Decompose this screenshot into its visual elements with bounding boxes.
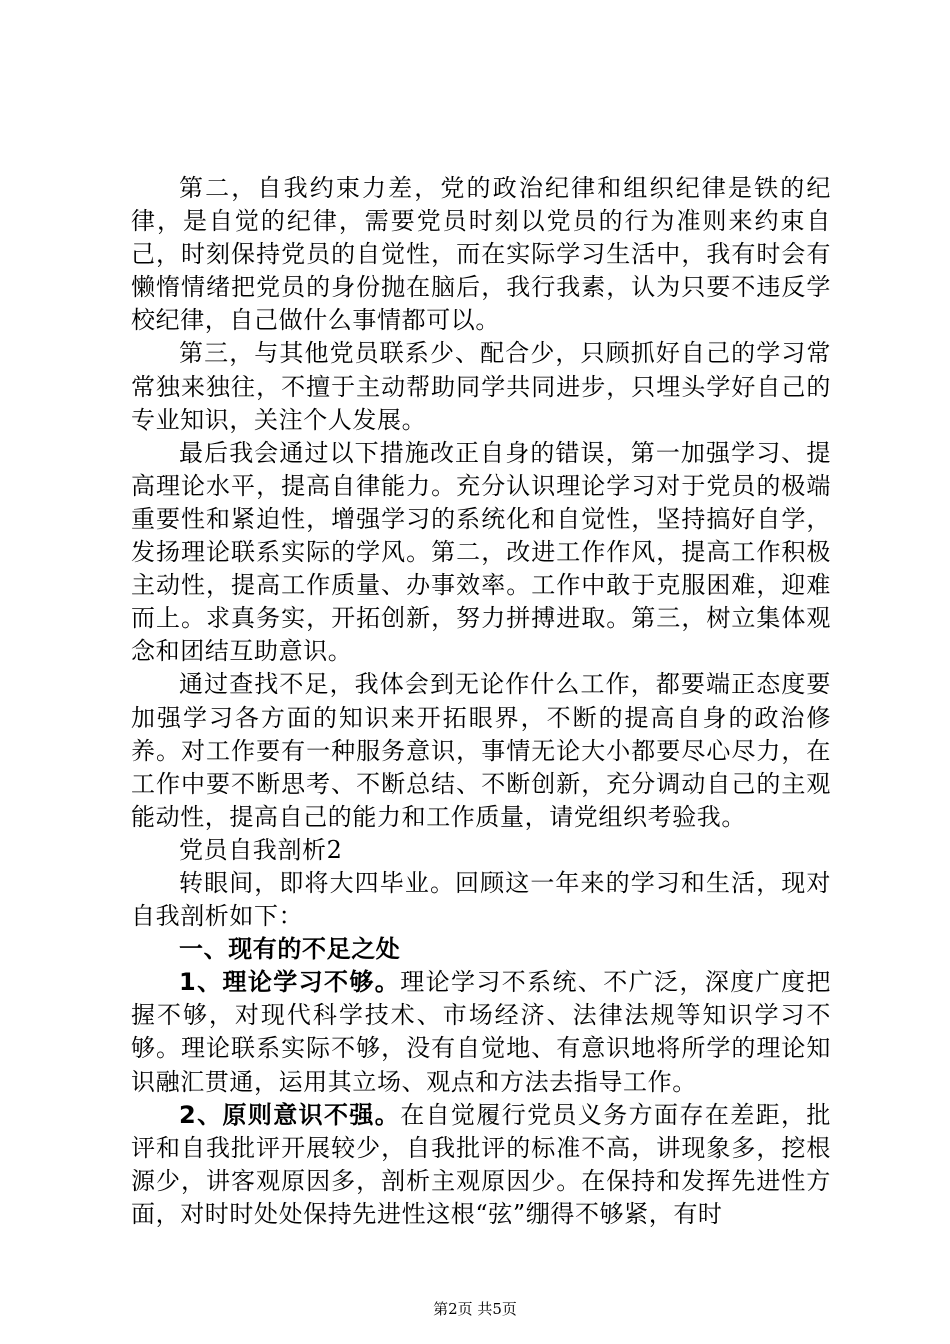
item-label-theory-study: 1、理论学习不够。	[179, 968, 401, 997]
section-title: 党员自我剖析2	[179, 835, 343, 864]
list-item-principle-awareness	[131, 1099, 831, 1231]
item-text-principle-awareness: 在自觉履行党员义务方面存在差距，批评和自我批评开展较少，自我批评的标准不高，讲现象多，挖根源少，讲客观原因多，剖析主观原因少。在保持和发挥先进性方面，对时时处处保持先进性这根“弦”绷得不够紧，有时	[131, 1100, 831, 1228]
paragraph-member-contact: 第三，与其他党员联系少、配合少，只顾抓好自己的学习常常独来独往，不擅于主动帮助同学共同进步，只埋头学好自己的专业知识，关注个人发展。	[131, 339, 831, 434]
list-item-theory-study	[131, 966, 831, 1098]
document-body	[131, 172, 831, 1231]
item-label-principle-awareness: 2、原则意识不强。	[179, 1100, 401, 1129]
item-text-theory-study: 理论学习不系统、不广泛，深度广度把握不够，对现代科学技术、市场经济、法律法规等知识学习不够。理论联系实际不够，没有自觉地、有意识地将所学的理论知识融汇贯通，运用其立场、观点和方法去指导工作。	[131, 968, 831, 1096]
paragraph-intro: 转眼间，即将大四毕业。回顾这一年来的学习和生活，现对自我剖析如下：	[131, 868, 831, 931]
paragraph-self-discipline: 第二，自我约束力差，党的政治纪律和组织纪律是铁的纪律，是自觉的纪律，需要党员时刻以党员的行为准则来约束自己，时刻保持党员的自觉性，而在实际学习生活中，我有时会有懒惰情绪把党员的身份抛在脑后，我行我素，认为只要不违反学校纪律，自己做什么事情都可以。	[131, 174, 831, 335]
paragraph-improvement-measures: 最后我会通过以下措施改正自身的错误，第一加强学习、提高理论水平，提高自律能力。充分认识理论学习对于党员的极端重要性和紧迫性，增强学习的系统化和自觉性，坚持搞好自学，发扬理论联系实际的学风。第二，改进工作作风，提高工作积极主动性，提高工作质量、办事效率。工作中敢于克服困难，迎难而上。求真务实，开拓创新，努力拼搏进取。第三，树立集体观念和团结互助意识。	[131, 438, 831, 666]
paragraph-conclusion: 通过查找不足，我体会到无论作什么工作，都要端正态度要加强学习各方面的知识来开拓眼界，不断的提高自身的政治修养。对工作要有一种服务意识，事情无论大小都要尽心尽力，在工作中要不断思考、不断总结、不断创新，充分调动自己的主观能动性，提高自己的能力和工作质量，请党组织考验我。	[131, 670, 831, 831]
heading-shortcomings: 一、现有的不足之处	[179, 935, 401, 964]
page-footer: 第2页 共5页	[433, 1300, 517, 1318]
